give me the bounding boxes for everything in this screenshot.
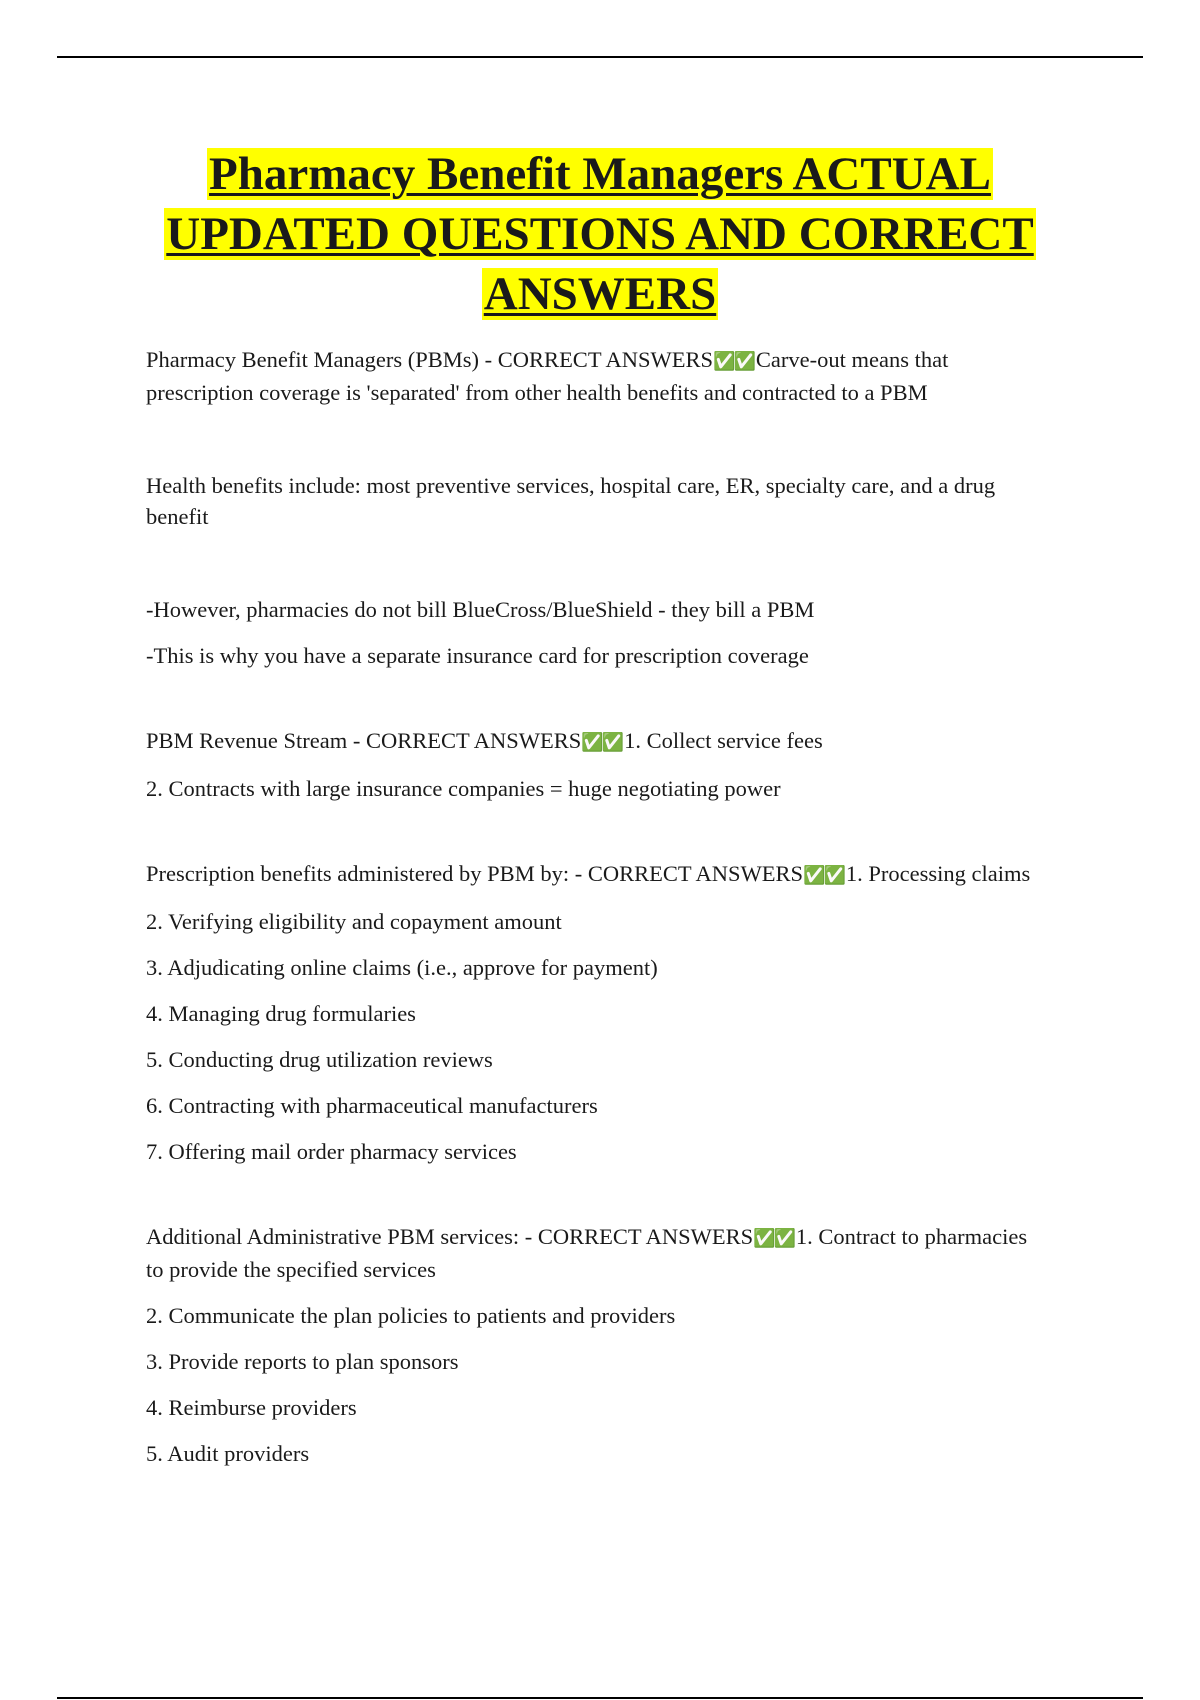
- qa-paragraph: [146, 1221, 1046, 1285]
- title-line-2: UPDATED QUESTIONS AND CORRECT: [166, 208, 1034, 260]
- list-item: 4. Reimburse providers: [146, 1395, 357, 1420]
- answer-text: 1. Processing claims: [845, 861, 1031, 886]
- list-item: 5. Audit providers: [146, 1441, 310, 1466]
- list-item: 2. Verifying eligibility and copayment amount: [146, 909, 562, 934]
- qa-paragraph: [146, 344, 1046, 408]
- list-item: 4. Managing drug formularies: [146, 1001, 416, 1026]
- answer-text: Carve-out means that prescription coverage is 'separated' from other health benefits and contracted to a PBM: [146, 347, 949, 405]
- list-item: 6. Contracting with pharmaceutical manufacturers: [146, 1093, 598, 1118]
- answer-text: 1. Contract to pharmacies to provide the specified services: [146, 1224, 1028, 1282]
- list-item: 5. Conducting drug utilization reviews: [146, 1047, 493, 1072]
- question-text: Prescription benefits administered by PBM by: - CORRECT ANSWERS: [146, 861, 804, 886]
- checkmark-icon: ✅✅: [753, 1228, 794, 1249]
- paragraph: -However, pharmacies do not bill BlueCross/BlueShield - they bill a PBM: [146, 597, 815, 622]
- list-item: 3. Adjudicating online claims (i.e., approve for payment): [146, 955, 658, 980]
- list-item: 2. Communicate the plan policies to patients and providers: [146, 1303, 676, 1328]
- answer-text: 1. Collect service fees: [624, 728, 823, 753]
- document-title: [100, 144, 1100, 324]
- title-line-1: Pharmacy Benefit Managers ACTUAL: [209, 148, 991, 200]
- qa-paragraph: [146, 725, 1046, 758]
- list-item: 3. Provide reports to plan sponsors: [146, 1349, 459, 1374]
- title-line-3: ANSWERS: [483, 268, 717, 320]
- top-rule: [57, 56, 1143, 58]
- paragraph: -This is why you have a separate insurance card for prescription coverage: [146, 643, 809, 668]
- bottom-rule: [57, 1697, 1143, 1699]
- list-item: 2. Contracts with large insurance companies = huge negotiating power: [146, 776, 781, 801]
- checkmark-icon: ✅✅: [713, 351, 754, 372]
- question-text: Additional Administrative PBM services: - CORRECT ANSWERS: [146, 1224, 754, 1249]
- paragraph: Health benefits include: most preventive services, hospital care, ER, specialty care, and a drug benefit: [146, 473, 996, 529]
- checkmark-icon: ✅✅: [803, 865, 844, 886]
- qa-paragraph: [146, 858, 1046, 891]
- question-text: Pharmacy Benefit Managers (PBMs) - CORRECT ANSWERS: [146, 347, 714, 372]
- question-text: PBM Revenue Stream - CORRECT ANSWERS: [146, 728, 582, 753]
- list-item: 7. Offering mail order pharmacy services: [146, 1139, 517, 1164]
- document-body: [146, 344, 1046, 1469]
- checkmark-icon: ✅✅: [581, 732, 623, 753]
